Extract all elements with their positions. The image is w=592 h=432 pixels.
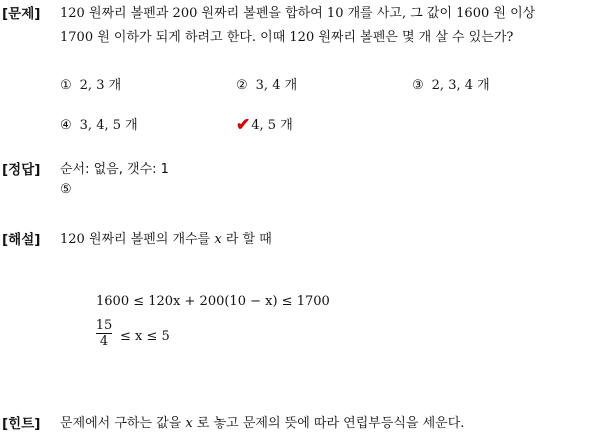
choice-3[interactable]	[412, 74, 490, 93]
choice-5-text: 4, 5 개	[251, 118, 293, 133]
choice-3-text: 2, 3, 4 개	[431, 78, 490, 93]
hint-text-a: 문제에서 구하는 값을	[60, 416, 186, 431]
solution-variable: x	[214, 232, 222, 247]
problem-tag: [문제]	[2, 6, 41, 22]
choice-4-number: ④	[60, 118, 72, 133]
solution-fraction	[96, 318, 112, 349]
answer-tag: [정답]	[2, 162, 41, 178]
answer-line-2: ⑤	[60, 182, 72, 197]
answer-line-1: 순서: 없음, 갯수: 1	[60, 162, 169, 177]
solution-tag: [해설]	[2, 232, 41, 248]
hint-text	[60, 412, 464, 431]
fraction-denominator: 4	[99, 334, 109, 349]
choice-5[interactable]	[236, 114, 293, 134]
choice-4[interactable]	[60, 114, 138, 133]
problem-line-1: 120 원짜리 볼펜과 200 원짜리 볼펜을 합하여 10 개를 사고, 그 값이 1600 원 이상	[60, 6, 536, 21]
hint-variable: x	[185, 416, 193, 431]
choice-1-number: ①	[60, 78, 72, 93]
choice-1[interactable]	[60, 74, 121, 93]
solution-equation-2: ≤ x ≤ 5	[120, 329, 170, 344]
choice-2[interactable]	[236, 74, 297, 93]
choice-1-text: 2, 3 개	[79, 78, 122, 93]
solution-text-a: 120 원짜리 볼펜의 개수를	[60, 232, 215, 247]
choice-3-number: ③	[412, 78, 424, 93]
hint-text-b: 로 놓고 문제의 뜻에 따라 연립부등식을 세운다.	[192, 416, 465, 431]
check-mark-icon: ✔	[236, 115, 251, 135]
solution-text	[60, 228, 272, 247]
problem-line-2: 1700 원 이하가 되게 하려고 한다. 이때 120 원짜리 볼펜은 몇 개 살 수 있는가?	[60, 30, 514, 45]
hint-tag: [힌트]	[2, 416, 41, 432]
solution-text-b: 라 할 때	[221, 232, 272, 247]
solution-equation-1: 1600 ≤ 120x + 200(10 − x) ≤ 1700	[96, 294, 330, 309]
choice-4-text: 3, 4, 5 개	[79, 118, 138, 133]
choice-2-text: 3, 4 개	[255, 78, 298, 93]
choice-2-number: ②	[236, 78, 248, 93]
fraction-numerator: 15	[95, 318, 113, 333]
